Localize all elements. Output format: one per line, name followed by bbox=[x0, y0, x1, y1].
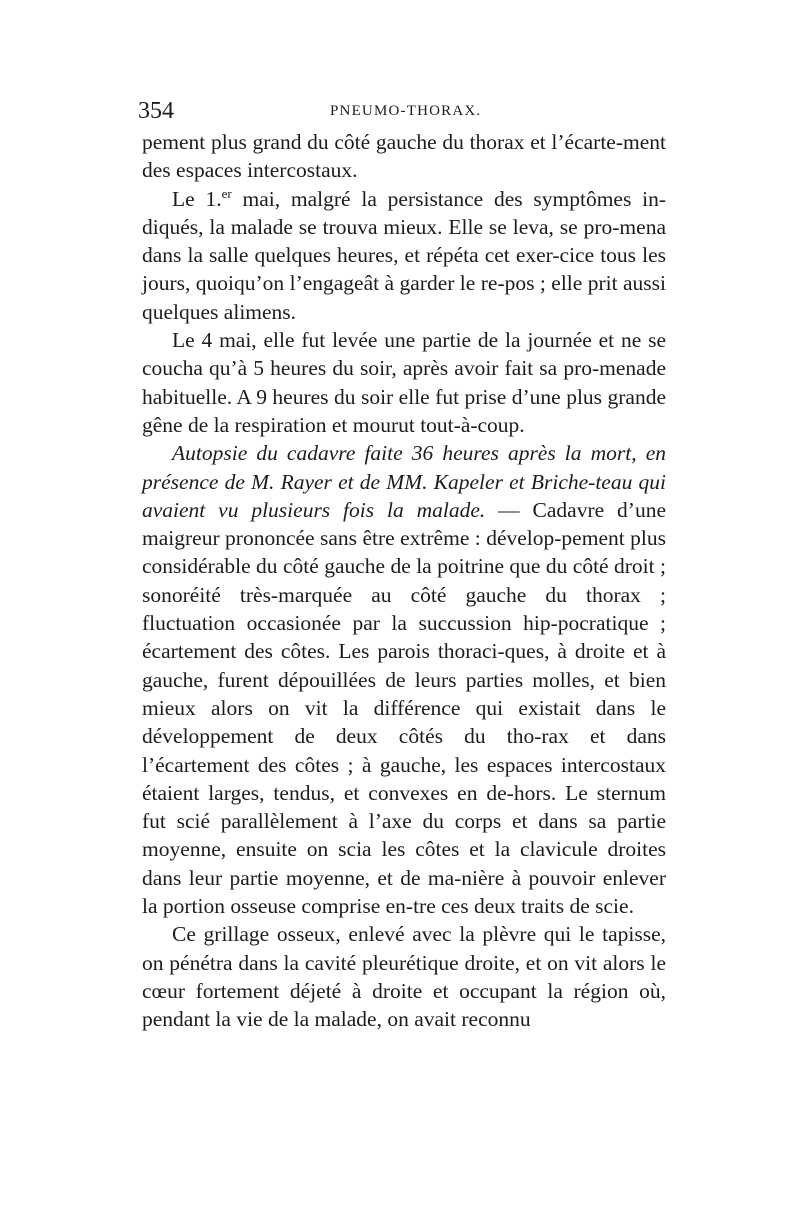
paragraph-1 bbox=[142, 128, 666, 185]
ordinal-superscript: er bbox=[221, 185, 232, 201]
body-text bbox=[142, 128, 666, 1034]
paragraph-2 bbox=[142, 185, 666, 326]
autopsy-heading: Autopsie du cadavre faite 36 heures après la mort, en présence de M. Rayer et de MM. Kapeler et Briche-teau qui avaient vu plusieurs fois la malade. bbox=[142, 441, 666, 522]
paragraph-3 bbox=[142, 326, 666, 439]
paragraph-2-prefix: Le 1. bbox=[172, 186, 222, 211]
page-number: 354 bbox=[138, 98, 174, 124]
paragraph-4 bbox=[142, 439, 666, 920]
paragraph-4-text: — Cadavre d’une maigreur prononcée sans être extrême : dévelop-pement plus considérable du côté gauche de la poitrine que du côté droit ; sonoréité très-marquée au côté gauche du thorax ; fluctuation occasionée par la succussion hip-pocratique ; écartement des côtes. Les parois thoraci-ques, à droite et à gauche, furent dépouillées de leurs parties molles, et bien mieux alors on vit la différence qui existait dans le développement de deux côtés du tho-rax et dans l’écartement des côtes ; à gauche, les espaces intercostaux étaient larges, tendus, et convexes en de-hors. Le sternum fut scié parallèlement à l’axe du corps et dans sa partie moyenne, ensuite on scia les côtes et la clavicule droites dans leur partie moyenne, et de ma-nière à pouvoir enlever la portion osseuse comprise en-tre ces deux traits de scie. bbox=[142, 497, 666, 919]
paragraph-2-text: mai, malgré la persistance des symptômes in-diqués, la malade se trouva mieux. Elle se leva, se pro-mena dans la salle quelques heures, et répéta cet exer-cice tous les jours, quoiqu’on l’engageât à garder le re-pos ; elle prit aussi quelques alimens. bbox=[142, 186, 666, 324]
paragraph-3-text: Le 4 mai, elle fut levée une partie de la journée et ne se coucha qu’à 5 heures du soir, après avoir fait sa pro-menade habituelle. A 9 heures du soir elle fut prise d’une plus grande gêne de la respiration et mourut tout-à-coup. bbox=[142, 328, 666, 437]
page-header bbox=[138, 96, 663, 126]
paragraph-1-text: pement plus grand du côté gauche du thorax et l’écarte-ment des espaces intercostaux. bbox=[142, 130, 666, 183]
running-head: PNEUMO-THORAX. bbox=[330, 103, 482, 119]
paragraph-5-text: Ce grillage osseux, enlevé avec la plèvre qui le tapisse, on pénétra dans la cavité pleurétique droite, et on vit alors le cœur fortement déjeté à droite et occupant la région où, pendant la vie de la malade, on avait reconnu bbox=[142, 922, 666, 1032]
paragraph-5 bbox=[142, 920, 666, 1033]
